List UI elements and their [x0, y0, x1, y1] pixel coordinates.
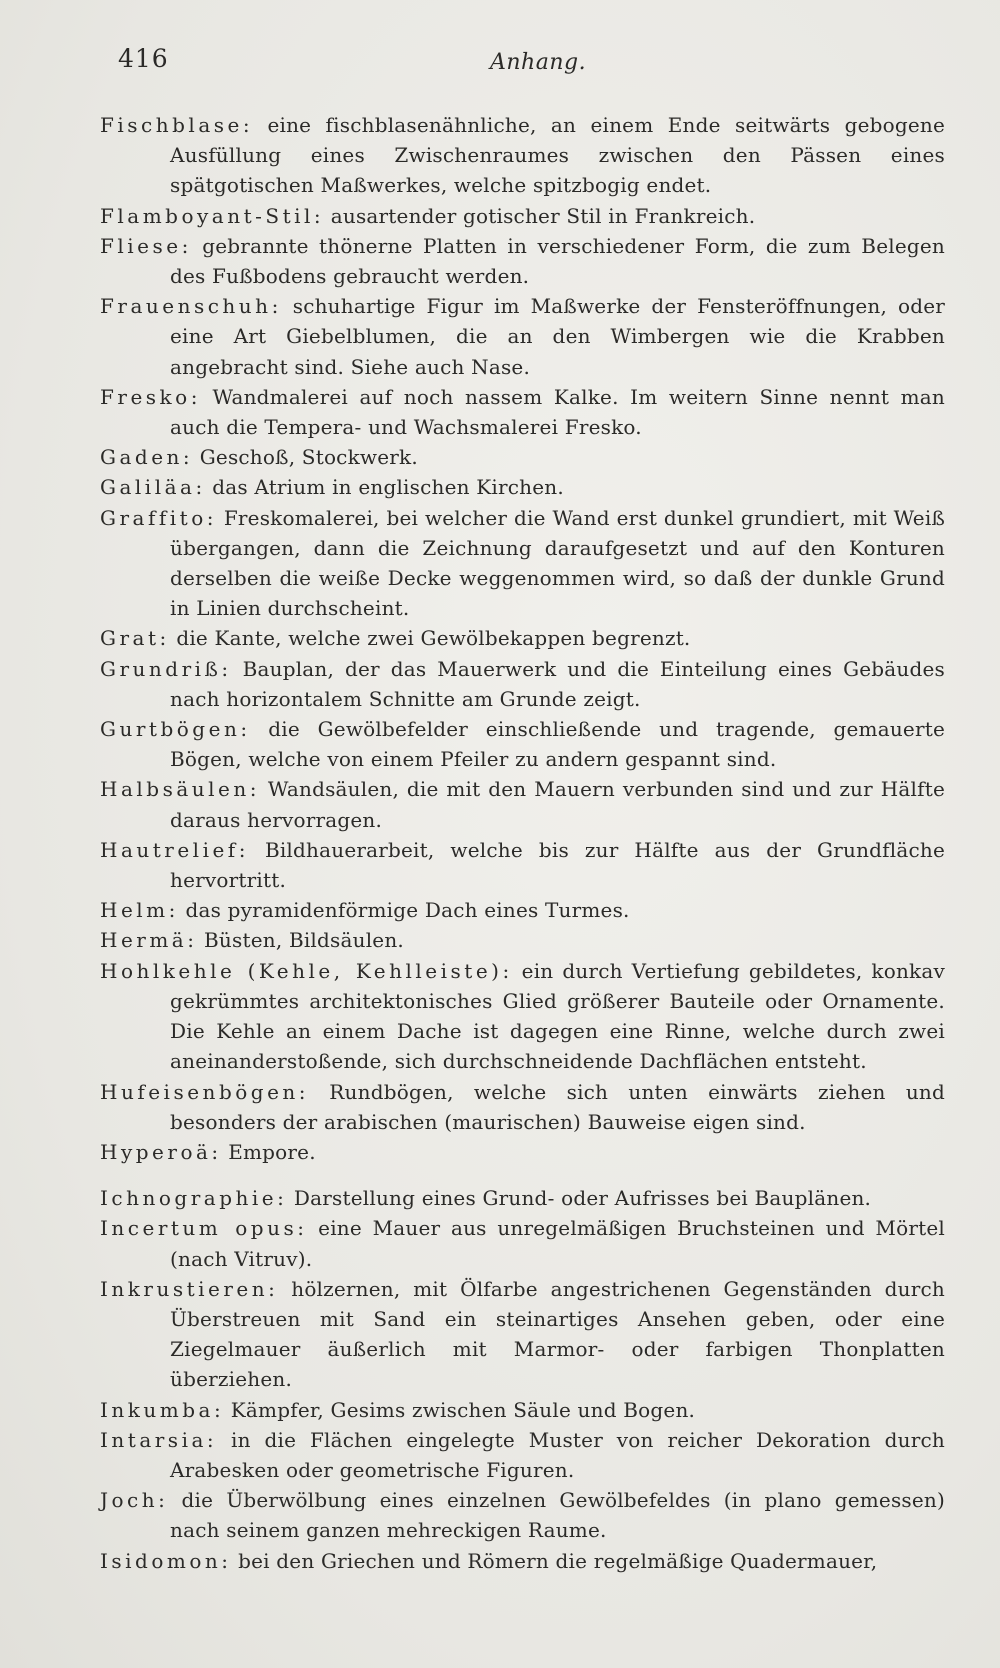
- glossary-entry: [100, 1425, 945, 1485]
- entry-term: Hautrelief:: [100, 837, 249, 862]
- entry-term: Halbsäulen:: [100, 777, 260, 802]
- entry-term: Hermä:: [100, 928, 198, 953]
- entry-definition: Büsten, Bildsäulen.: [204, 928, 404, 953]
- entry-term: Fresko:: [100, 384, 201, 409]
- glossary-entry: [100, 1213, 945, 1273]
- entry-definition: Geschoß, Stockwerk.: [199, 445, 418, 470]
- entry-term: Isidomon:: [100, 1548, 232, 1573]
- entry-definition: bei den Griechen und Römern die regelmäßige Quadermauer,: [238, 1548, 878, 1573]
- glossary-entry: [100, 1183, 945, 1213]
- entry-term: Gurtbögen:: [100, 717, 251, 742]
- glossary-entries: [100, 110, 945, 1576]
- entry-term: Intarsia:: [100, 1427, 218, 1452]
- entry-definition: eine Mauer aus unregelmäßigen Bruchsteinen und Mörtel (nach Vitruv).: [170, 1216, 945, 1271]
- running-head: Anhang.: [490, 50, 587, 75]
- entry-definition: Freskomalerei, bei welcher die Wand erst dunkel grundiert, mit Weiß übergangen, dann die Zeichnung daraufgesetzt und auf den Konturen derselben die weiße Decke weggenommen wird, so daß der dunkle Grund in Linien durchscheint.: [170, 505, 946, 621]
- entry-definition: die Überwölbung eines einzelnen Gewölbefeldes (in plano gemessen) nach seinem ganzen mehreckigen Raume.: [170, 1488, 945, 1543]
- entry-definition: eine fischblasenähnliche, an einem Ende seitwärts gebogene Ausfüllung eines Zwischenraumes zwischen den Pässen eines spätgotischen Maßwerkes, welche spitzbogig endet.: [170, 113, 946, 198]
- entry-term: Frauenschuh:: [100, 294, 282, 319]
- glossary-entry: [100, 231, 945, 291]
- glossary-entry: [100, 835, 945, 895]
- entry-term: Flamboyant-Stil:: [100, 203, 325, 228]
- glossary-entry: [100, 714, 945, 774]
- page-header: [0, 44, 1000, 84]
- entry-term: Helm:: [100, 898, 179, 923]
- entry-definition: hölzernen, mit Ölfarbe angestrichenen Gegenständen durch Überstreuen mit Sand ein steinartiges Ansehen geben, oder eine Ziegelmauer äußerlich mit Marmor- oder farbigen Thonplatten überziehen.: [170, 1276, 945, 1392]
- entry-definition: ein durch Vertiefung gebildetes, konkav gekrümmtes architektonisches Glied größerer Bauteile oder Ornamente. Die Kehle an einem Dache ist dagegen eine Rinne, welche durch zwei aneinanderstoßende, sich durchschneidende Dachflächen entsteht.: [170, 958, 945, 1074]
- entry-definition: Wandmalerei auf noch nassem Kalke. Im weitern Sinne nennt man auch die Tempera- und Wachsmalerei Fresko.: [170, 384, 946, 440]
- glossary-entry: [100, 895, 945, 925]
- glossary-entry: [100, 774, 945, 834]
- glossary-entry: [100, 1546, 945, 1576]
- glossary-entry: [100, 1274, 945, 1395]
- page-number: 416: [118, 44, 169, 73]
- glossary-entry: [100, 1485, 945, 1545]
- glossary-entry: [100, 1077, 945, 1137]
- glossary-entry: [100, 654, 945, 714]
- entry-term: Grat:: [100, 626, 170, 651]
- glossary-entry: [100, 956, 945, 1077]
- entry-term: Hufeisenbögen:: [100, 1079, 310, 1104]
- entry-term: Grundriß:: [100, 656, 232, 681]
- glossary-entry: [100, 291, 945, 382]
- glossary-entry: [100, 503, 945, 624]
- entry-term: Hohlkehle (Kehle, Kehlleiste):: [100, 958, 513, 983]
- entry-definition: ausartender gotischer Stil in Frankreich.: [330, 203, 756, 228]
- entry-definition: Empore.: [228, 1139, 316, 1164]
- glossary-entry: [100, 201, 945, 231]
- entry-definition: in die Flächen eingelegte Muster von reicher Dekoration durch Arabesken oder geometrische Figuren.: [170, 1427, 945, 1482]
- glossary-entry: [100, 382, 945, 442]
- glossary-entry: [100, 1137, 945, 1167]
- entry-definition: Kämpfer, Gesims zwischen Säule und Bogen.: [230, 1397, 696, 1422]
- glossary-entry: [100, 110, 945, 201]
- entry-definition: gebrannte thönerne Platten in verschiedener Form, die zum Belegen des Fußbodens gebraucht werden.: [170, 233, 945, 289]
- glossary-entry: [100, 442, 945, 472]
- entry-definition: das pyramidenförmige Dach eines Turmes.: [185, 898, 630, 923]
- entry-definition: Darstellung eines Grund- oder Aufrisses bei Bauplänen.: [293, 1186, 872, 1211]
- entry-term: Hyperoä:: [100, 1139, 222, 1164]
- entry-term: Galiläa:: [100, 475, 206, 500]
- entry-definition: Bauplan, der das Mauerwerk und die Einteilung eines Gebäudes nach horizontalem Schnitte am Grunde zeigt.: [170, 656, 946, 711]
- entry-term: Fischblase:: [100, 113, 254, 137]
- entry-term: Gaden:: [100, 445, 194, 470]
- entry-definition: die Gewölbefelder einschließende und tragende, gemauerte Bögen, welche von einem Pfeiler zu andern gespannt sind.: [170, 717, 945, 772]
- entry-definition: das Atrium in englischen Kirchen.: [212, 475, 564, 500]
- glossary-entry: [100, 623, 945, 653]
- entry-definition: Wandsäulen, die mit den Mauern verbunden sind und zur Hälfte daraus hervorragen.: [170, 777, 945, 832]
- entry-term: Inkrustieren:: [100, 1276, 279, 1301]
- glossary-entry: [100, 925, 945, 955]
- glossary-entry: [100, 1395, 945, 1425]
- glossary-entry: [100, 472, 945, 502]
- entry-term: Joch:: [100, 1488, 169, 1513]
- entry-definition: Rundbögen, welche sich unten einwärts ziehen und besonders der arabischen (maurischen) Bauweise eigen sind.: [170, 1079, 945, 1134]
- entry-definition: die Kante, welche zwei Gewölbekappen begrenzt.: [176, 626, 691, 651]
- entry-term: Ichnographie:: [100, 1186, 288, 1211]
- entry-term: Inkumba:: [100, 1397, 225, 1422]
- entry-definition: Bildhauerarbeit, welche bis zur Hälfte aus der Grundfläche hervortritt.: [170, 837, 945, 893]
- entry-definition: schuhartige Figur im Maßwerke der Fensteröffnungen, oder eine Art Giebelblumen, die an den Wimbergen wie die Krabben angebracht sind. Siehe auch Nase.: [170, 294, 945, 379]
- entry-term: Incertum opus:: [100, 1216, 308, 1241]
- entry-term: Fliese:: [100, 233, 192, 258]
- entry-term: Graffito:: [100, 505, 217, 530]
